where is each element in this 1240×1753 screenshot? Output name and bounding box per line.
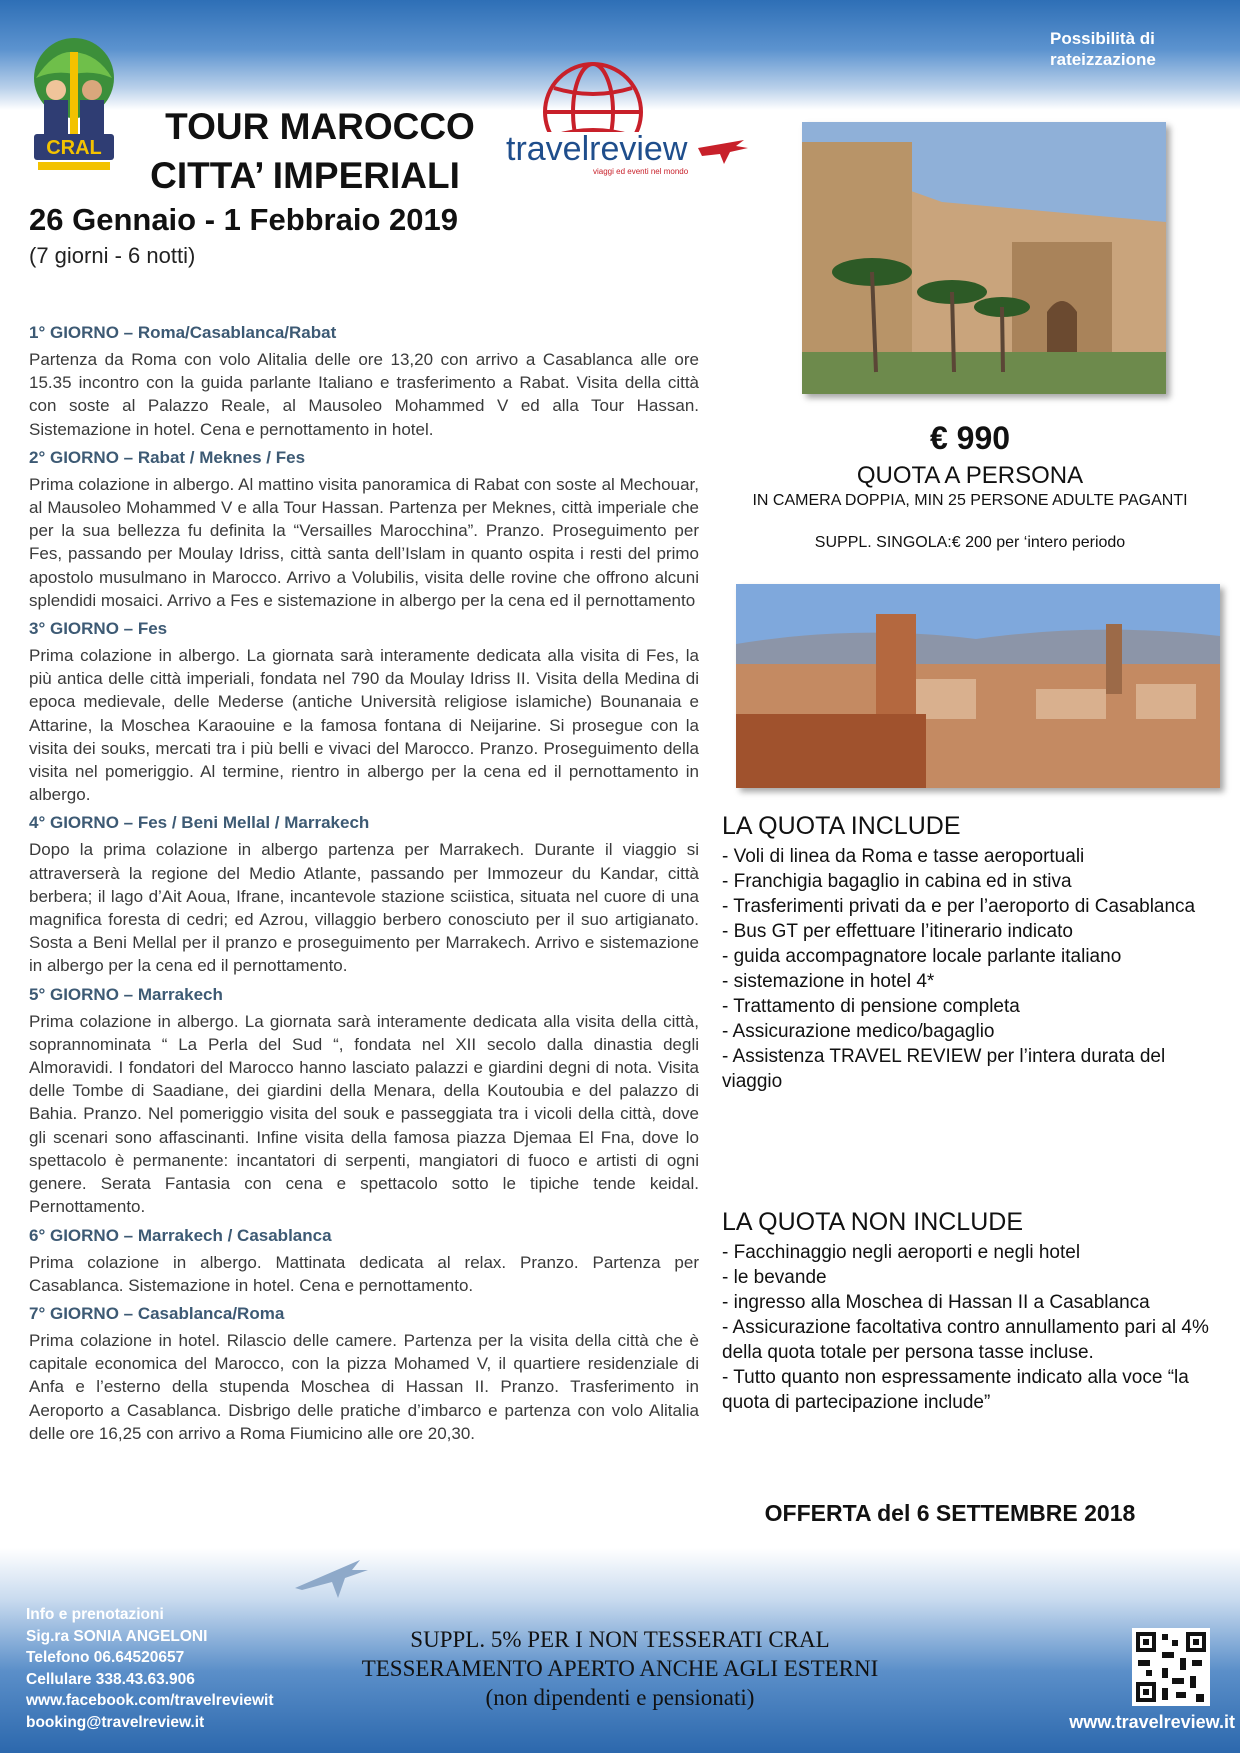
day-5: [29, 984, 699, 1219]
website-link[interactable]: www.travelreview.it: [1069, 1712, 1235, 1732]
list-item: - Assicurazione facoltativa contro annullamento pari al 4% della quota totale per persona tasse incluse.: [722, 1317, 1209, 1363]
list-item: - Trattamento di pensione completa: [722, 996, 1020, 1017]
day-7: [29, 1303, 699, 1445]
email-link[interactable]: booking@travelreview.it: [26, 1713, 205, 1731]
day-text: Partenza da Roma con volo Alitalia delle ore 13,20 con arrivo a Casablanca alle ore 15.35 incontro con la guida parlante Italiano e trasferimento a Rabat. Visita della città con soste al Palazzo Reale, al Mausoleo Mohammed V ed alla Tour Hassan. Sistemazione in hotel. Cena e pernottamento in hotel.: [29, 350, 699, 439]
tour-dates: 26 Gennaio - 1 Febbraio 2019: [29, 202, 458, 237]
day-title: 5° GIORNO – Marrakech: [29, 984, 223, 1004]
travelreview-logo: [498, 60, 748, 180]
day-text: Prima colazione in albergo. La giornata sarà interamente dedicata alla visita di Fes, la più antica delle città imperiali, fondata nel 790 da Moulay Idriss II. Visita della Medina di epoca medievale, delle Mederse (antiche Università religiose islamiche) Bounanaia e Attarine, la Moschea Karaouine e la famosa fontana di Neijarine. Si prosegue con la visita dei souks, mercati tra i più belli e vivaci del Marocco. Pranzo. Proseguimento della visita nel pomeriggio. Al termine, rientro in albergo per la cena ed il pernottamento in albergo.: [29, 646, 699, 805]
list-item: - Tutto quanto non espressamente indicato alla voce “la quota di partecipazione include”: [722, 1367, 1189, 1413]
list-item: - Facchinaggio negli aeroporti e negli hotel: [722, 1242, 1081, 1263]
svg-text:viaggi ed eventi nel mondo: viaggi ed eventi nel mondo: [593, 167, 689, 176]
photo-city-walls: [802, 122, 1166, 394]
day-title: 1° GIORNO – Roma/Casablanca/Rabat: [29, 323, 337, 342]
excludes-section: [722, 1206, 1222, 1415]
day-title: 3° GIORNO – Fes: [29, 619, 168, 639]
includes-section: [722, 810, 1222, 1094]
day-1: [29, 322, 699, 441]
day-text: Prima colazione in albergo. La giornata sarà interamente dedicata alla visita della città, soprannominata “ La Perla del Sud “, fondata nel XII secolo dalla dinastia degli Almoravidi. I fondatori del Marocco hanno lasciato palazzi e giardini degni di nota. Visita delle Tombe di Saadiane, dei giardini della Menara, della Koutoubia e del palazzo di Bahia. Pranzo. Nel pomeriggio visita del souk e passeggiata tra i vicoli della città, dove gli scenari sono affascinanti. Infine visita della famosa piazza Djemaa El Fna, dove lo spettacolo è permanente: incantatori di serpenti, mangiatori di fuoco e artisti di ogni genere. Serata Fantasia con cena e spettacolo sotto le tipiche tende keidal. Pernottamento.: [29, 1011, 699, 1217]
day-2: [29, 447, 699, 612]
itinerary: [29, 322, 699, 1451]
list-item: - Voli di linea da Roma e tasse aeroportuali: [722, 846, 1085, 867]
plane-icon: [290, 1548, 370, 1608]
list-item: - ingresso alla Moschea di Hassan II a Casablanca: [722, 1292, 1150, 1313]
list-item: - Franchigia bagaglio in cabina ed in stiva: [722, 871, 1072, 892]
facebook-link[interactable]: www.facebook.com/travelreviewit: [26, 1692, 274, 1709]
photo-city-view: [736, 584, 1220, 788]
day-6: [29, 1225, 699, 1297]
day-3: [29, 618, 699, 806]
svg-text:travelreview: travelreview: [506, 130, 688, 168]
tour-duration: (7 giorni - 6 notti): [29, 243, 196, 268]
excludes-title: LA QUOTA NON INCLUDE: [722, 1208, 1023, 1236]
list-item: - Assicurazione medico/bagaglio: [722, 1021, 995, 1042]
day-title: 4° GIORNO – Fes / Beni Mellal / Marrakech: [29, 813, 370, 833]
day-text: Prima colazione in albergo. Mattinata dedicata al relax. Pranzo. Partenza per Casablanca. Sistemazione in hotel. Cena e pernottamento.: [29, 1252, 699, 1295]
price-conditions: IN CAMERA DOPPIA, MIN 25 PERSONE ADULTE PAGANTI: [752, 492, 1188, 509]
list-item: - Trasferimenti privati da e per l’aeroporto di Casablanca: [722, 896, 1196, 917]
day-text: Prima colazione in albergo. Al mattino visita panoramica di Rabat con soste al Mechouar, al Mausoleo Mohammed V e alla Tour Hassan. Partenza per Meknes, città imperiale che per la sua bellezza fu definita la “Versailles Marocchina”. Pranzo. Proseguimento per Fes, passando per Moulay Idriss, città santa dell’Islam in quanto ospita i resti del primo apostolo musulmano in Marocco. Arrivo a Volubilis, visita delle rovine che offrono alcuni splendidi mosaici. Arrivo a Fes e sistemazione in albergo per la cena ed il pernottamento: [29, 474, 699, 610]
offer-date: OFFERTA del 6 SETTEMBRE 2018: [764, 1500, 1136, 1526]
day-title: 2° GIORNO – Rabat / Meknes / Fes: [29, 447, 306, 467]
day-text: Prima colazione in hotel. Rilascio delle camere. Partenza per la visita della città che è capitale economica del Marocco, con la pizza Mohamed V, il quartiere residenziale di Anfa e l’esterno della stupenda Moschea di Hassan II. Pranzo. Trasferimento in Aeroporto a Casablanca. Disbrigo delle pratiche d’imbarco e partenza con volo Alitalia delle ore 16,25 con arrivo a Roma Fiumicino alle ore 20,30.: [29, 1330, 699, 1443]
price-label: QUOTA A PERSONA: [856, 462, 1084, 489]
list-item: - Assistenza TRAVEL REVIEW per l’intera durata del viaggio: [722, 1046, 1166, 1092]
list-item: - le bevande: [722, 1267, 827, 1288]
cral-logo: [14, 30, 132, 176]
day-title: 7° GIORNO – Casablanca/Roma: [29, 1303, 285, 1323]
price: € 990: [929, 420, 1011, 456]
day-text: Dopo la prima colazione in albergo partenza per Marrakech. Durante il viaggio si attraverserà la regione del Medio Atlante, passando per Immozeur du Kandar, città berbera; il lago d’Ait Aoua, Ifrane, incantevole stazione sciistica, situata nel cuore di una magnifica foresta di cedri; ed Azrou, villaggio berbero conosciuto per il suo artigianato. Sosta a Beni Mellal per il pranzo e proseguimento per Marrakech. Arrivo e sistemazione in albergo per la cena ed il pernottamento.: [29, 840, 699, 976]
membership-notice: SUPPL. 5% PER I NON TESSERATI CRAL TESSERAMENTO APERTO ANCHE AGLI ESTERNI (non dipendenti e pensionati): [361, 1627, 879, 1710]
qr-code[interactable]: [1132, 1628, 1210, 1706]
day-title: 6° GIORNO – Marrakech / Casablanca: [29, 1225, 332, 1245]
cral-logo-text: CRAL: [46, 137, 102, 159]
list-item: - sistemazione in hotel 4*: [722, 971, 935, 992]
contact-info: Info e prenotazioni Sig.ra SONIA ANGELONI Telefono 06.64520657 Cellulare 338.43.63.906 www.facebook.com/travelreviewit booking@travelreview.it: [26, 1604, 326, 1733]
day-4: [29, 812, 699, 977]
rateizzazione-label: Possibilità di rateizzazione: [1050, 29, 1156, 69]
single-supplement: SUPPL. SINGOLA:€ 200 per ‘intero periodo: [814, 534, 1126, 551]
title-line-2: CITTA’ IMPERIALI: [150, 155, 460, 196]
list-item: - Bus GT per effettuare l’itinerario indicato: [722, 921, 1073, 942]
includes-title: LA QUOTA INCLUDE: [722, 812, 961, 840]
title-line-1: TOUR MAROCCO: [165, 106, 475, 147]
list-item: - guida accompagnatore locale parlante italiano: [722, 946, 1122, 967]
